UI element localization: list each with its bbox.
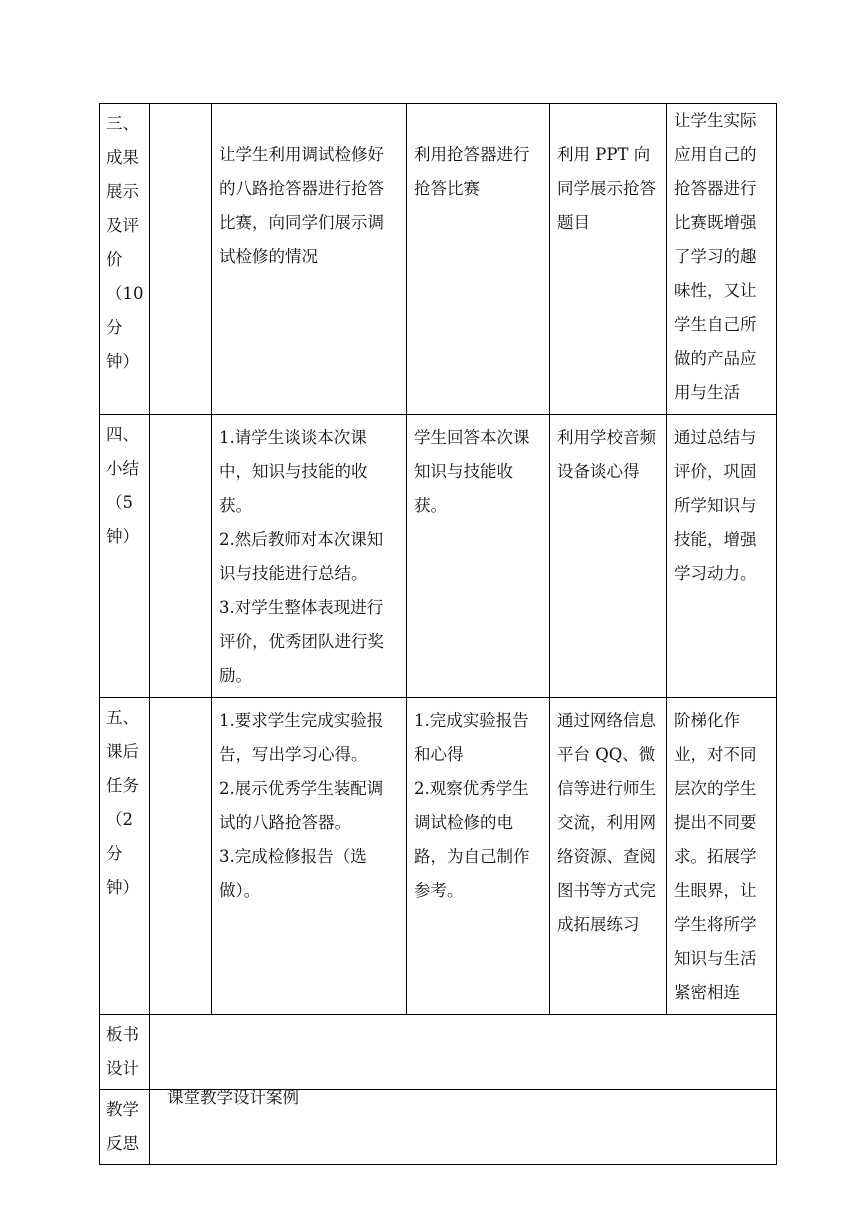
media-cell: 利用学校音频设备谈心得 <box>550 415 667 698</box>
board-design-label: 板书 设计 <box>100 1015 150 1090</box>
teacher-activity-cell: 让学生利用调试检修好的八路抢答器进行抢答比赛，向同学们展示调试检修的情况 <box>212 104 407 415</box>
table-row <box>100 415 777 698</box>
media-cell: 利用 PPT 向同学展示抢答题目 <box>550 104 667 415</box>
table-row <box>100 104 777 415</box>
lesson-plan-table <box>99 103 777 1165</box>
board-design-row <box>100 1015 777 1090</box>
stage-cell: 三、 成果 展示 及评 价 （10 分 钟） <box>100 104 150 415</box>
footer-title: 课堂教学设计案例 <box>167 1088 299 1107</box>
stage-cell: 五、 课后 任务 （2 分 钟） <box>100 698 150 1015</box>
student-activity-cell: 利用抢答器进行抢答比赛 <box>407 104 550 415</box>
design-intent-cell: 让学生实际应用自己的抢答器进行比赛既增强了学习的趣味性，又让学生自己所做的产品应用与生活 <box>667 104 777 415</box>
time-cell <box>150 104 212 415</box>
media-cell: 通过网络信息平台 QQ、微信等进行师生交流，利用网络资源、查阅图书等方式完成拓展练习 <box>550 698 667 1015</box>
stage-cell: 四、 小结 （5 钟） <box>100 415 150 698</box>
design-intent-cell: 阶梯化作业，对不同层次的学生提出不同要求。拓展学生眼界，让学生将所学知识与生活紧密相连 <box>667 698 777 1015</box>
board-design-content <box>150 1015 777 1090</box>
teacher-activity-cell: 1.请学生谈谈本次课中，知识与技能的收获。 2.然后教师对本次课知识与技能进行总结。 3.对学生整体表现进行评价，优秀团队进行奖励。 <box>212 415 407 698</box>
time-cell <box>150 698 212 1015</box>
student-activity-cell: 学生回答本次课知识与技能收获。 <box>407 415 550 698</box>
reflection-label: 教学 反思 <box>100 1090 150 1165</box>
design-intent-cell: 通过总结与评价，巩固所学知识与技能，增强学习动力。 <box>667 415 777 698</box>
table-row <box>100 698 777 1015</box>
student-activity-cell: 1.完成实验报告和心得 2.观察优秀学生调试检修的电路，为自己制作参考。 <box>407 698 550 1015</box>
time-cell <box>150 415 212 698</box>
teacher-activity-cell: 1.要求学生完成实验报告，写出学习心得。 2.展示优秀学生装配调试的八路抢答器。 3.完成检修报告（选做）。 <box>212 698 407 1015</box>
